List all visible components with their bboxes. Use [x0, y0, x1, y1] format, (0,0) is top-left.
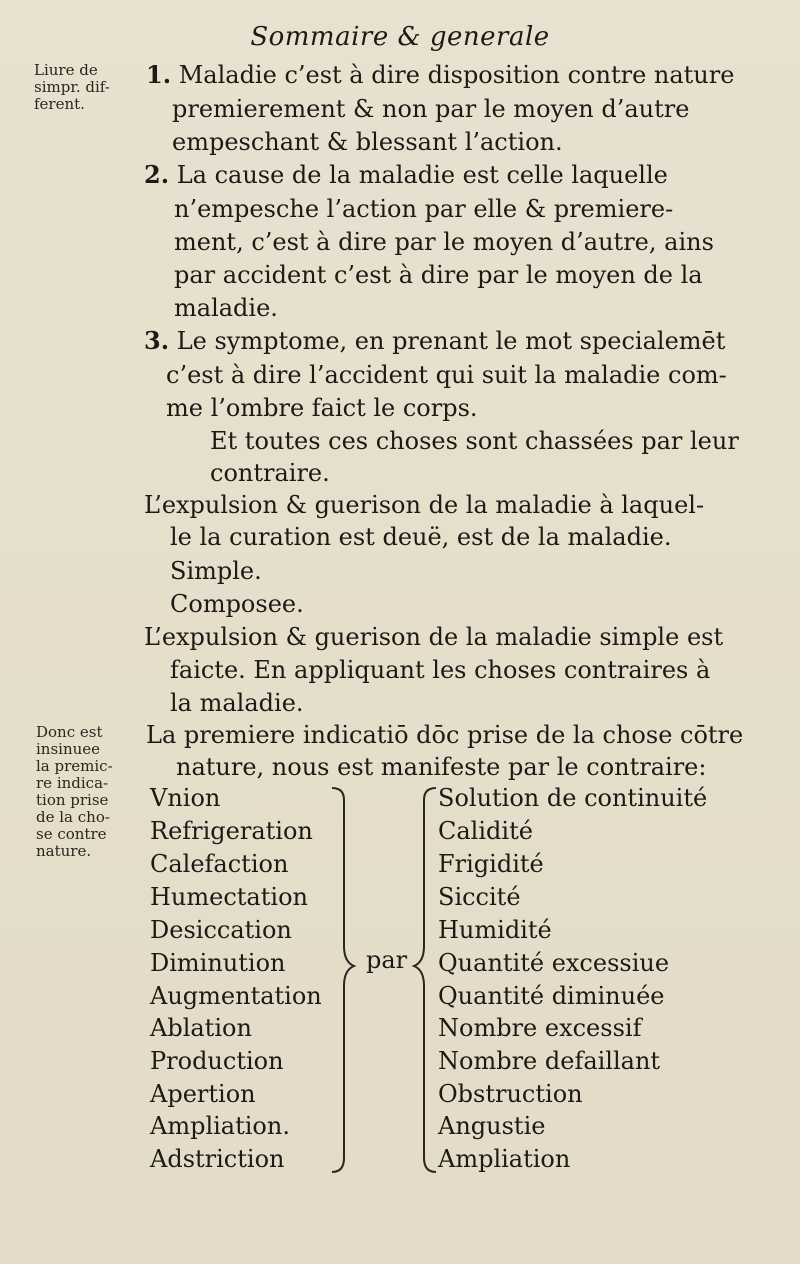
paragraph-4-line-2: contraire. [210, 459, 330, 487]
right-term: Quantité diminuée [438, 982, 665, 1010]
left-term: Desiccation [150, 916, 292, 944]
right-term: Ampliation [438, 1145, 571, 1173]
right-brace [410, 786, 440, 1176]
margin-note-line: tion prise [36, 791, 109, 809]
margin-note-line: la premic- [36, 757, 113, 775]
paragraph-2-line-2: n’empesche l’action par elle & premiere- [174, 195, 674, 223]
paragraph-2-line-3: ment, c’est à dire par le moyen d’autre, ains [174, 228, 714, 256]
paragraph-text: Maladie c’est à dire disposition contre nature [178, 61, 735, 89]
right-term: Humidité [438, 916, 552, 944]
left-term: Augmentation [150, 982, 322, 1010]
margin-note-line: re indica- [36, 774, 109, 792]
margin-note-line: ferent. [34, 95, 85, 113]
paragraph-6-line-2: faicte. En appliquant les choses contraires à [170, 656, 711, 684]
margin-note-line: Donc est [36, 723, 103, 741]
paragraph-5-line-4: Composee. [170, 590, 304, 618]
right-term: Angustie [438, 1112, 546, 1140]
left-term: Humectation [150, 883, 308, 911]
paragraph-number: 3. [144, 326, 170, 355]
paragraph-7-line-1: La premiere indicatiō dōc prise de la chose cōtre [146, 721, 744, 749]
right-term: Frigidité [438, 850, 544, 878]
right-term: Obstruction [438, 1080, 583, 1108]
left-term: Apertion [150, 1080, 256, 1108]
right-term: Nombre defaillant [438, 1047, 661, 1075]
margin-note-1 [34, 62, 110, 113]
paragraph-3-line-3: me l’ombre faict le corps. [166, 394, 478, 422]
left-term: Calefaction [150, 850, 289, 878]
paragraph-1-line-3: empeschant & blessant l’action. [172, 128, 563, 156]
page-header: Sommaire & generale [250, 22, 550, 52]
paragraph-7-line-2: nature, nous est manifeste par le contraire: [176, 753, 707, 781]
paragraph-number: 2. [144, 160, 170, 189]
right-term: Siccité [438, 883, 521, 911]
paragraph-text: La cause de la maladie est celle laquelle [176, 161, 668, 189]
margin-note-line: de la cho- [36, 808, 110, 826]
paragraph-5-line-1: L’expulsion & guerison de la maladie à laquel- [144, 491, 705, 519]
paragraph-1-line-1 [146, 60, 734, 90]
left-term: Refrigeration [150, 817, 313, 845]
paragraph-5-line-3: Simple. [170, 557, 262, 585]
left-term: Ablation [150, 1014, 252, 1042]
paragraph-number: 1. [146, 60, 172, 89]
paragraph-3-line-1 [144, 326, 725, 356]
paragraph-1-line-2: premierement & non par le moyen d’autre [172, 95, 690, 123]
left-brace [330, 786, 360, 1176]
paragraph-3-line-2: c’est à dire l’accident qui suit la maladie com- [166, 361, 727, 389]
margin-note-2 [36, 724, 113, 860]
left-term: Diminution [150, 949, 286, 977]
margin-note-line: simpr. dif- [34, 78, 110, 96]
connector-word: par [366, 946, 408, 974]
left-term: Production [150, 1047, 284, 1075]
paragraph-text: Le symptome, en prenant le mot specialemēt [176, 327, 726, 355]
paragraph-4-line-1: Et toutes ces choses sont chassées par leur [210, 427, 739, 455]
left-term: Ampliation. [150, 1112, 290, 1140]
right-term: Solution de continuité [438, 784, 708, 812]
left-term: Adstriction [150, 1145, 285, 1173]
paragraph-6-line-1: L’expulsion & guerison de la maladie simple est [144, 623, 724, 651]
margin-note-line: Liure de [34, 61, 98, 79]
paragraph-2-line-4: par accident c’est à dire par le moyen de la [174, 261, 703, 289]
margin-note-line: insinuee [36, 740, 101, 758]
paragraph-6-line-3: la maladie. [170, 689, 304, 717]
margin-note-line: se contre [36, 825, 107, 843]
margin-note-line: nature. [36, 842, 92, 860]
paragraph-2-line-5: maladie. [174, 294, 278, 322]
left-term: Vnion [150, 784, 221, 812]
right-term: Nombre excessif [438, 1014, 642, 1042]
right-term: Calidité [438, 817, 533, 845]
right-term: Quantité excessiue [438, 949, 670, 977]
paragraph-5-line-2: le la curation est deuë, est de la maladie. [170, 523, 672, 551]
paragraph-2-line-1 [144, 160, 668, 190]
